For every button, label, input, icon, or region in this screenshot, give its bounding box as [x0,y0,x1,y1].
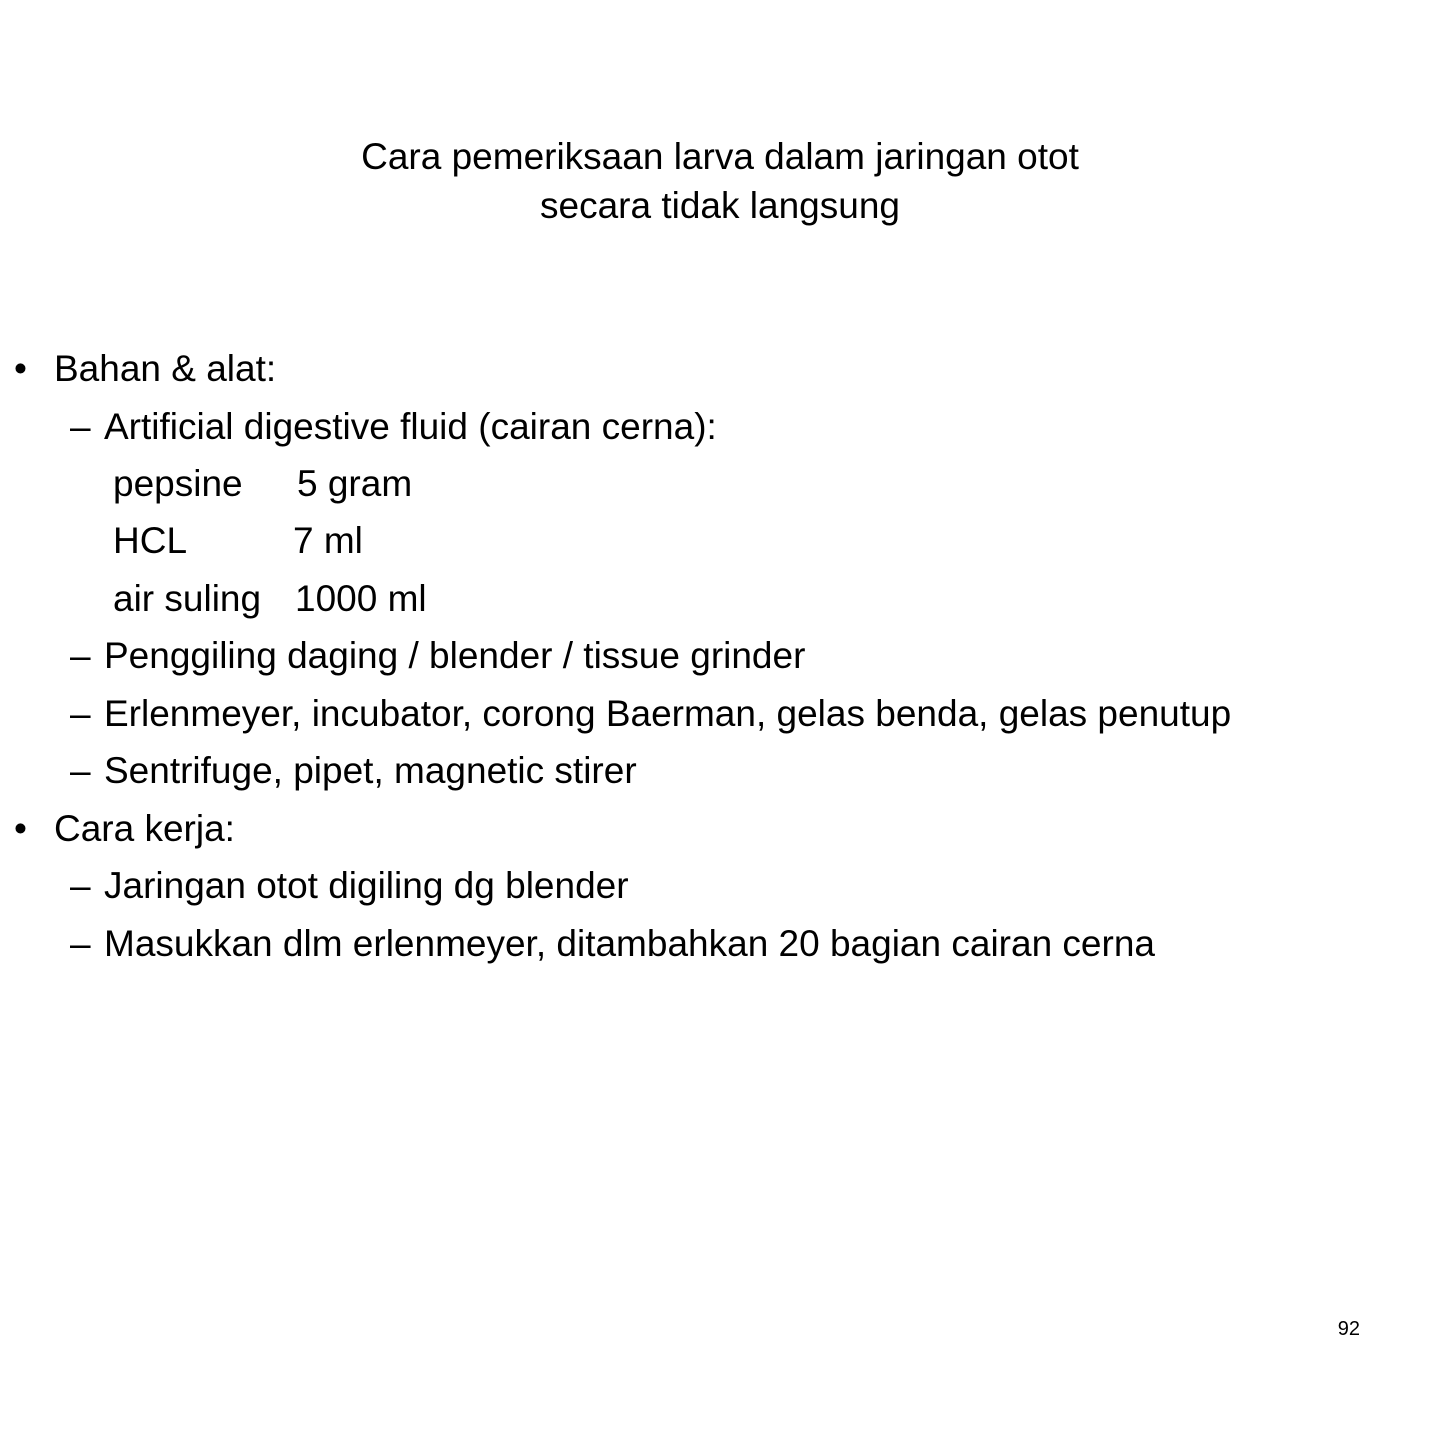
bullet-heading: Cara kerja: [54,808,235,849]
dash-marker: – [70,923,91,964]
sub-item-text: Artificial digestive fluid (cairan cerna): [104,406,717,447]
bullet-heading: Bahan & alat: [54,348,277,389]
ingredient-amount: 7 ml [293,520,363,561]
dash-marker: – [70,635,91,676]
sub-item-text: Masukkan dlm erlenmeyer, ditambahkan 20 bagian cairan cerna [104,923,1155,964]
dash-marker: – [70,406,91,447]
title-line-2: secara tidak langsung [540,185,900,226]
page-number: 92 [1337,1318,1360,1340]
ingredient-name: HCL [113,520,188,561]
sub-item-text: Erlenmeyer, incubator, corong Baerman, gelas benda, gelas penutup [104,693,1232,734]
ingredient-name: air suling [113,578,262,619]
slide-title [0,132,1440,230]
bullet-marker: • [14,808,27,849]
dash-marker: – [70,865,91,906]
sub-item-text: Jaringan otot digiling dg blender [104,865,629,906]
dash-marker: – [70,750,91,791]
sub-item-text: Sentrifuge, pipet, magnetic stirer [104,750,637,791]
sub-item-text: Penggiling daging / blender / tissue grinder [104,635,806,676]
ingredient-amount: 1000 ml [295,578,427,619]
title-line-1: Cara pemeriksaan larva dalam jaringan otot [361,136,1079,177]
dash-marker: – [70,693,91,734]
ingredient-amount: 5 gram [297,463,413,504]
bullet-marker: • [14,348,27,389]
ingredient-name: pepsine [113,463,243,504]
